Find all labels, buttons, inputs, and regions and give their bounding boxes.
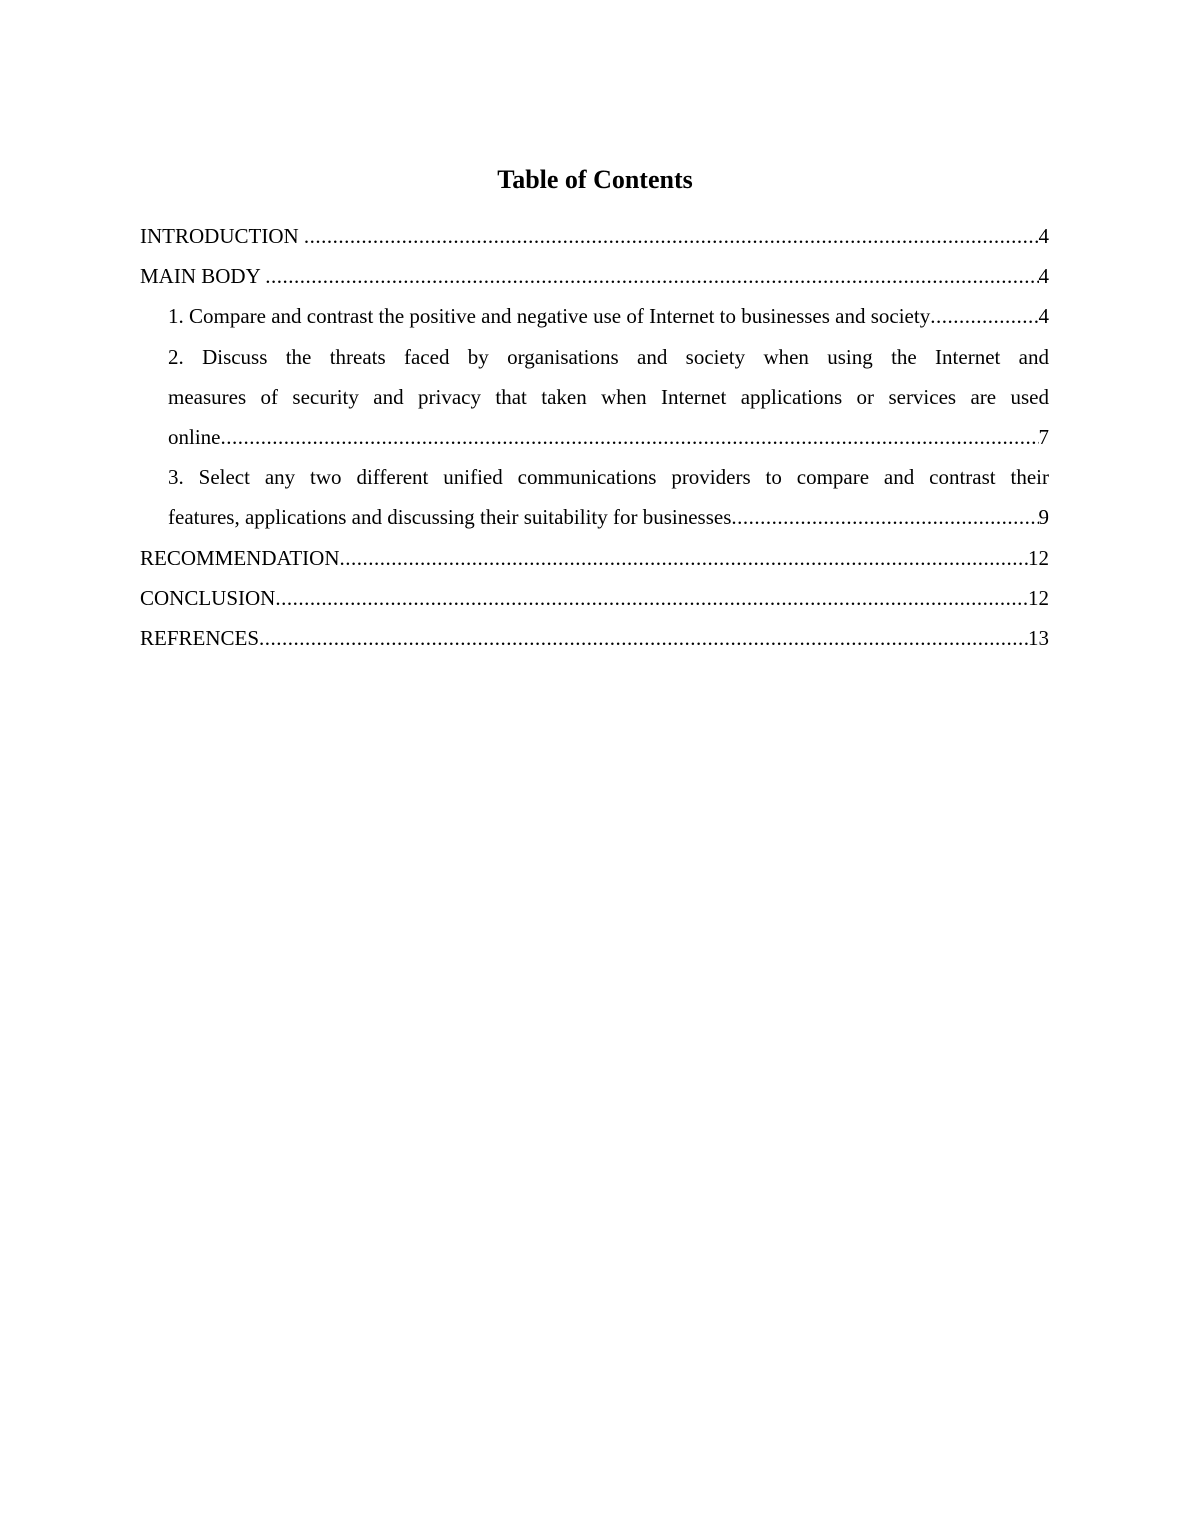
toc-entry-title: CONCLUSION	[140, 585, 276, 610]
toc-entry-line	[140, 618, 1049, 658]
toc-entry-title: features, applications and discussing their suitability for businesses	[168, 505, 732, 530]
toc-entry-title: RECOMMENDATION	[140, 545, 340, 570]
toc-entry-wrapped-line: 3. Select any two different unified communications providers to compare and contrast their	[168, 465, 1049, 490]
toc-entry-title: MAIN BODY	[140, 264, 266, 289]
toc-list	[140, 216, 1049, 658]
toc-entry-section-1[interactable]	[168, 296, 1049, 336]
toc-entry-title: online	[168, 425, 221, 450]
toc-entry-line	[168, 417, 1049, 457]
dot-leader	[265, 256, 1038, 296]
toc-entry-wrapped-line: 2. Discuss the threats faced by organisations and society when using the Internet and	[168, 344, 1049, 369]
toc-entry-recommendation[interactable]	[140, 538, 1049, 578]
toc-page-number: 13	[1028, 626, 1049, 651]
toc-entry-section-2[interactable]	[168, 337, 1049, 458]
dot-leader	[731, 497, 1038, 537]
toc-entry-section-3[interactable]	[168, 457, 1049, 537]
dot-leader	[304, 216, 1039, 256]
toc-entry-wrapped-line: measures of security and privacy that taken when Internet applications or services are used	[168, 384, 1049, 409]
toc-entry-line	[168, 296, 1049, 336]
toc-entry-title: 1. Compare and contrast the positive and negative use of Internet to businesses and society	[168, 304, 931, 329]
toc-page-number: 7	[1038, 425, 1049, 450]
toc-entry-references[interactable]	[140, 618, 1049, 658]
toc-page-number: 4	[1038, 304, 1049, 329]
toc-page-number: 9	[1038, 505, 1049, 530]
toc-entry-conclusion[interactable]	[140, 578, 1049, 618]
toc-page-number: 4	[1038, 224, 1049, 248]
dot-leader	[930, 296, 1038, 336]
toc-entry-line	[140, 216, 1049, 256]
toc-page-number: 12	[1028, 585, 1049, 610]
dot-leader	[221, 417, 1039, 457]
dot-leader	[340, 538, 1029, 578]
toc-entry-title: INTRODUCTION	[140, 224, 304, 248]
dot-leader	[275, 578, 1028, 618]
toc-page-number: 4	[1038, 264, 1049, 289]
toc-entry-title: REFRENCES	[140, 626, 260, 651]
toc-entry-line	[140, 578, 1049, 618]
toc-entry-main-body[interactable]	[140, 256, 1049, 296]
toc-title: Table of Contents	[497, 165, 693, 194]
dot-leader	[259, 618, 1028, 658]
toc-entry-line	[168, 497, 1049, 537]
toc-entry-line	[140, 256, 1049, 296]
toc-entry-line	[140, 538, 1049, 578]
toc-entry-introduction[interactable]	[140, 216, 1049, 256]
toc-page-number: 12	[1028, 545, 1049, 570]
